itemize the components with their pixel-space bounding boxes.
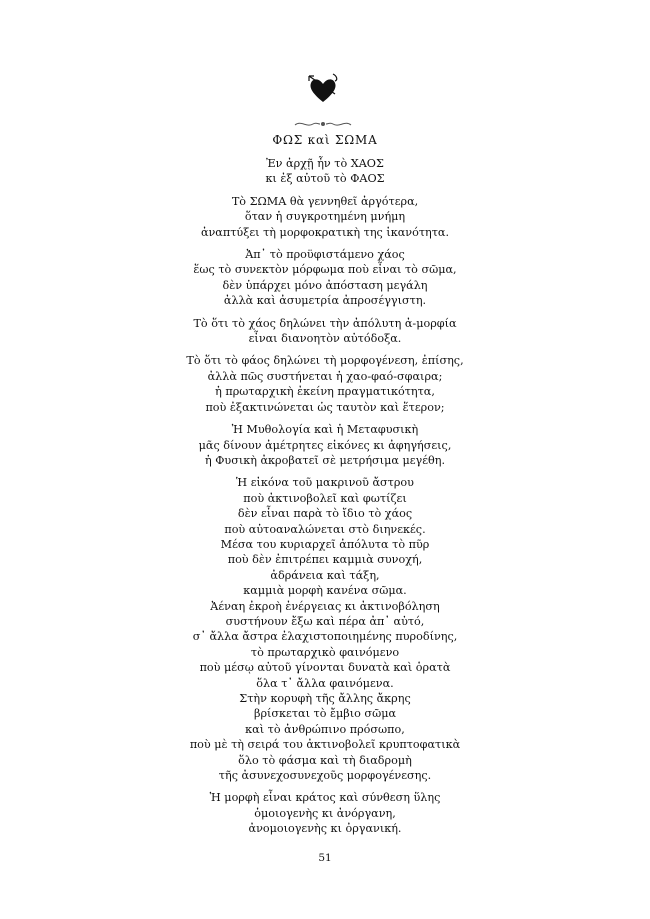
poem-line: ἀδράνεια καὶ τάξη, — [270, 568, 380, 582]
stanza — [0, 316, 650, 347]
poem-line: ποὺ ἐξακτινώνεται ὡς ταυτὸν καὶ ἕτερον; — [205, 400, 445, 414]
stanza — [0, 475, 650, 783]
flourish-divider-icon — [293, 118, 353, 130]
poem-line: Μέσα του κυριαρχεῖ ἀπόλυτα τὸ πῦρ — [220, 537, 430, 551]
poem-line: Ἀέναη ἐκροὴ ἐνέργειας κι ἀκτινοβόληση — [210, 599, 440, 613]
poem-line: συστήνουν ἔξω καὶ πέρα ἀπ᾽ αὐτό, — [225, 614, 425, 628]
poem-line: ποὺ μὲ τὴ σειρά του ἀκτινοβολεῖ κρυπτοφατικὰ — [189, 738, 461, 752]
heart-with-arrow-icon — [305, 72, 341, 104]
poem-line: ἡ πρωταρχικὴ ἐκείνη πραγματικότητα, — [215, 385, 435, 399]
poem-line: Ἡ Μυθολογία καὶ ἡ Μεταφυσικὴ — [231, 423, 419, 437]
stanza — [0, 353, 650, 415]
poem-line: ποὺ αὐτοαναλώνεται στὸ διηνεκές. — [224, 522, 426, 536]
poem-line: Στὴν κορυφὴ τῆς ἄλλης ἄκρης — [239, 692, 411, 705]
poem-line: ἀνομοιογενὴς κι ὀργανική. — [248, 822, 402, 836]
stanza — [0, 790, 650, 836]
poem-line: βρίσκεται τὸ ἔμβιο σῶμα — [253, 707, 397, 721]
poem-line: δὲν ὑπάρχει μόνο ἀπόσταση μεγάλη — [222, 278, 428, 292]
stanza — [0, 422, 650, 468]
poem-line: εἶναι διανοητὸν αὐτόδοξα. — [248, 332, 402, 346]
poem-line: Τὸ ΣΩΜΑ θὰ γεννηθεῖ ἀργότερα, — [231, 194, 419, 208]
poem-line: Τὸ ὅτι τὸ χάος δηλώνει τὴν ἀπόλυτη ἀ-μορφία — [193, 316, 457, 330]
poem-line: Τὸ ὅτι τὸ φάος δηλώνει τὴ μορφογένεση, ἐπίσης, — [186, 354, 464, 368]
poem-line: σ᾽ ἄλλα ἄστρα ἐλαχιστοποιημένης πυροδίνης, — [192, 630, 458, 644]
poem-line: καὶ τὸ ἀνθρώπινο πρόσωπο, — [245, 722, 405, 736]
poem-line: ὅλο τὸ φάσμα καὶ τὴ διαδρομὴ — [238, 753, 412, 767]
poem-line: Ἀπ᾽ τὸ προϋφιστάμενο χάος — [245, 248, 405, 262]
poem-line: ποὺ δὲν ἐπιτρέπει καμμιὰ συνοχή, — [227, 553, 423, 567]
poem-line: Ἐν ἀρχῇ ἦν τὸ ΧΑΟΣ — [266, 157, 384, 170]
poem-body — [0, 156, 650, 844]
poem-line: Ἡ μορφὴ εἶναι κράτος καὶ σύνθεση ὕλης — [209, 791, 441, 805]
poem-line: ὅλα τ᾽ ἄλλα φαινόμενα. — [256, 676, 394, 690]
page-number: 51 — [318, 852, 332, 864]
poem-line: κι ἐξ αὐτοῦ τὸ ΦΑΟΣ — [265, 172, 385, 186]
poem-line: τὸ πρωταρχικὸ φαινόμενο — [250, 645, 400, 659]
poem-line: Ἡ εἰκόνα τοῦ μακρινοῦ ἄστρου — [236, 476, 414, 490]
poem-title: ΦΩΣ καὶ ΣΩΜΑ — [272, 133, 378, 147]
poem-line: ὁμοιογενὴς κι ἀνόργανη, — [254, 806, 396, 820]
poem-line: ἕως τὸ συνεκτὸν μόρφωμα ποὺ εἶναι τὸ σῶμα, — [193, 263, 457, 277]
poem-line: τῆς ἀσυνεχοσυνεχοῦς μορφογένεσης. — [218, 769, 432, 783]
poem-line: μᾶς δίνουν ἀμέτρητες εἰκόνες κι ἀφηγήσεις, — [198, 438, 452, 452]
stanza — [0, 156, 650, 187]
poem-line: ἡ Φυσικὴ ἀκροβατεῖ σὲ μετρήσιμα μεγέθη. — [205, 453, 445, 467]
poem-line: ἀλλὰ καὶ ἀσυμετρία ἀπροσέγγιστη. — [223, 294, 427, 308]
stanza — [0, 194, 650, 240]
poem-line: ὅταν ἡ συγκροτημένη μνήμη — [244, 210, 406, 224]
poem-line: δὲν εἶναι παρὰ τὸ ἴδιο τὸ χάος — [237, 507, 413, 521]
poem-line: ἀλλὰ πῶς συστήνεται ἡ χαο-φαό-σφαιρα; — [207, 369, 443, 383]
poem-line: ποὺ μέσῳ αὐτοῦ γίνονται δυνατὰ καὶ ὁρατὰ — [199, 661, 451, 675]
poem-line: ἀναπτύξει τὴ μορφοκρατικὴ της ἱκανότητα. — [200, 225, 450, 239]
poem-line: καμμιὰ μορφὴ κανένα σῶμα. — [243, 584, 407, 598]
stanza — [0, 247, 650, 309]
poem-line: ποὺ ἀκτινοβολεῖ καὶ φωτίζει — [243, 491, 407, 505]
